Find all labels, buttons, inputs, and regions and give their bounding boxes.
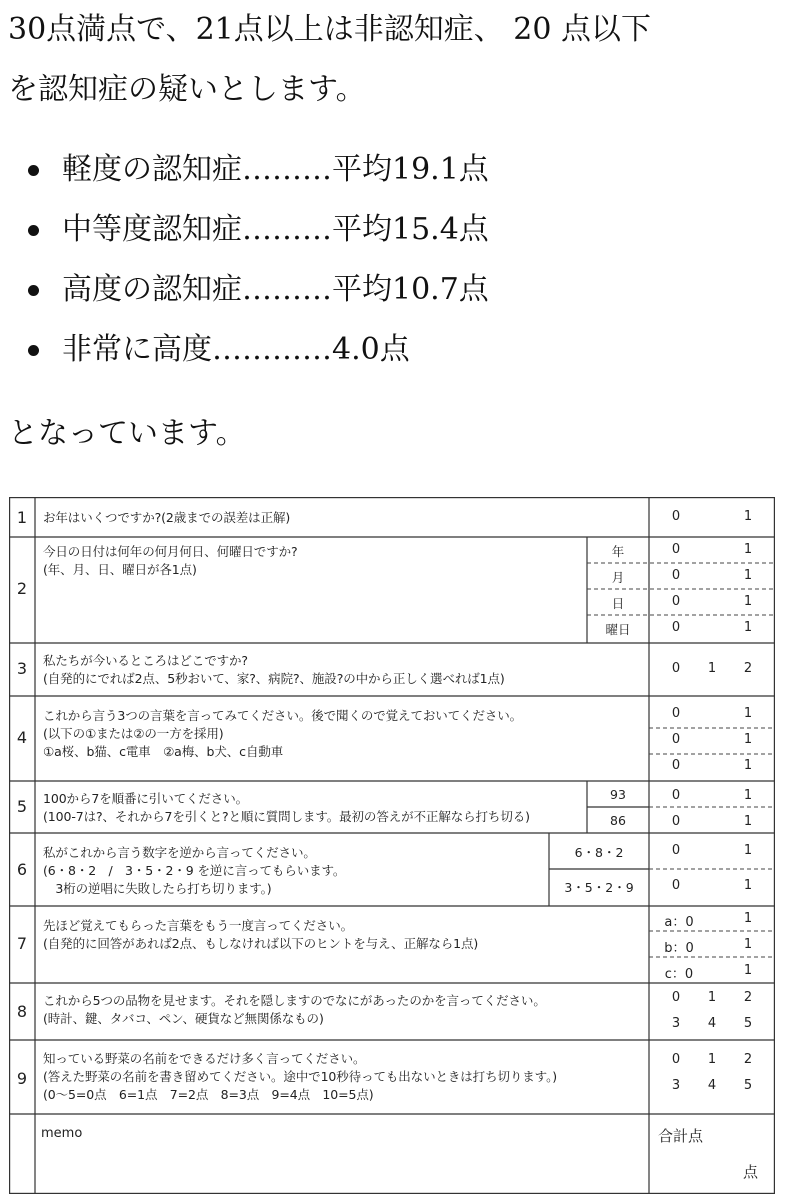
list-item: 中等度認知症………平均15.4点 (26, 200, 489, 260)
question-text: これから言う3つの言葉を言ってみてください。後で聞くので覚えておいてください。 (43, 708, 523, 723)
score-option: 1 (743, 509, 753, 524)
sub-item-label: 3・5・2・9 (564, 880, 634, 895)
assessment-score-sheet (9, 497, 775, 1194)
score-option: 1 (743, 620, 753, 635)
score-option: 1 (743, 937, 753, 952)
question-note: ①a桜、b猫、c電車 ②a梅、b犬、c自動車 (43, 744, 284, 759)
question-text: 知っている野菜の名前をできるだけ多く言ってください。 (43, 1051, 366, 1066)
question-number: 4 (16, 728, 28, 747)
question-note: (以下の①または②の一方を採用) (43, 726, 224, 741)
intro-text (8, 0, 783, 120)
bullet-icon (28, 285, 39, 296)
question-number: 8 (16, 1002, 28, 1021)
question-number: 7 (16, 934, 28, 953)
question-note: (年、月、日、曜日が各1点) (43, 562, 197, 577)
question-note: (答えた野菜の名前を書き留めてください。途中で10秒待っても出ないときは打ち切ります。) (43, 1069, 558, 1084)
list-item: 高度の認知症………平均10.7点 (26, 260, 489, 320)
total-score-unit: 点 (743, 1163, 759, 1181)
sub-item-label: 6・8・2 (574, 845, 624, 860)
score-option: 5 (743, 1078, 753, 1093)
question-number: 1 (16, 508, 28, 527)
score-option: 2 (743, 1052, 753, 1067)
recall-hint-score: b：0 (664, 941, 694, 956)
question-text: お年はいくつですか?(2歳までの誤差は正解) (43, 510, 291, 525)
list-item: 軽度の認知症………平均19.1点 (26, 140, 489, 200)
question-text: 私がこれから言う数字を逆から言ってください。 (43, 845, 316, 860)
sub-item-label: 日 (611, 596, 625, 611)
question-number: 9 (16, 1069, 28, 1088)
memo-label: memo (41, 1126, 83, 1141)
question-text: 先ほど覚えてもらった言葉をもう一度言ってください。 (43, 918, 354, 933)
question-number: 3 (16, 659, 28, 678)
score-option: 1 (743, 732, 753, 747)
question-note: (自発的に回答があれば2点、もしなければ以下のヒントを与え、正解なら1点) (43, 936, 479, 951)
sub-item-label: 93 (610, 787, 626, 802)
score-option: 1 (743, 542, 753, 557)
question-text: 100から7を順番に引いてください。 (43, 791, 249, 806)
recall-hint-score: c：0 (664, 967, 694, 982)
question-number: 6 (16, 860, 28, 879)
intro-line-1: 30点満点で、21点以上は非認知症、 20 点以下 (8, 12, 651, 47)
score-option: 1 (743, 706, 753, 721)
question-note: (0〜5=0点 6=1点 7=2点 8=3点 9=4点 10=5点) (43, 1087, 374, 1102)
bullet-icon (28, 345, 39, 356)
total-score-label: 合計点 (658, 1127, 704, 1145)
score-option: 3 (671, 1016, 681, 1031)
list-item: 非常に高度…………4.0点 (26, 320, 489, 380)
score-option: 4 (707, 1078, 717, 1093)
score-option: 1 (743, 788, 753, 803)
score-option: 1 (743, 758, 753, 773)
question-note: (自発的にでれば2点、5秒おいて、家?、病院?、施設?の中から正しく選べれば1点) (43, 671, 505, 686)
score-option: 1 (707, 990, 717, 1005)
question-text: 今日の日付は何年の何月何日、何曜日ですか? (43, 544, 298, 559)
score-option: 1 (743, 843, 753, 858)
score-option: 2 (743, 990, 753, 1005)
score-option: 0 (671, 594, 681, 609)
score-option: 0 (671, 620, 681, 635)
score-option: 1 (743, 814, 753, 829)
score-option: 5 (743, 1016, 753, 1031)
bullet-icon (28, 165, 39, 176)
score-option: 0 (671, 843, 681, 858)
score-option: 0 (671, 878, 681, 893)
average-score-list (26, 140, 489, 380)
score-option: 0 (671, 568, 681, 583)
score-option: 0 (671, 990, 681, 1005)
sub-item-label: 月 (611, 570, 625, 585)
score-option: 0 (671, 542, 681, 557)
question-number: 2 (16, 579, 28, 598)
score-option: 0 (671, 732, 681, 747)
intro-line-2: を認知症の疑いとします。 (8, 72, 366, 107)
score-option: 0 (671, 758, 681, 773)
recall-hint-score: a：0 (664, 915, 694, 930)
score-option: 1 (743, 594, 753, 609)
question-note: (6・8・2 / 3・5・2・9 を逆に言ってもらいます。 (43, 863, 346, 878)
question-text: 私たちが今いるところはどこですか? (43, 653, 248, 668)
score-option: 2 (743, 661, 753, 676)
score-option: 4 (707, 1016, 717, 1031)
outro-text: となっています。 (8, 416, 246, 451)
score-option: 0 (671, 706, 681, 721)
question-note: (時計、鍵、タバコ、ペン、硬貨など無関係なもの) (43, 1011, 324, 1026)
score-option: 0 (671, 788, 681, 803)
question-text: これから5つの品物を見せます。それを隠しますのでなにがあったのかを言ってください。 (43, 993, 546, 1008)
score-option: 1 (743, 878, 753, 893)
question-note: (100-7は?、それから7を引くと?と順に質問します。最初の答えが不正解なら打ち切る) (43, 809, 530, 824)
question-note: 3桁の逆唱に失敗したら打ち切ります。) (43, 881, 272, 896)
sub-item-label: 86 (610, 813, 626, 828)
score-option: 1 (743, 963, 753, 978)
sub-item-label: 年 (611, 544, 625, 559)
score-option: 0 (671, 661, 681, 676)
score-option: 3 (671, 1078, 681, 1093)
sub-item-label: 曜日 (605, 622, 631, 637)
score-option: 0 (671, 509, 681, 524)
bullet-icon (28, 225, 39, 236)
score-option: 1 (707, 661, 717, 676)
score-option: 0 (671, 1052, 681, 1067)
score-option: 1 (707, 1052, 717, 1067)
score-option: 0 (671, 814, 681, 829)
score-option: 1 (743, 568, 753, 583)
question-number: 5 (16, 797, 28, 816)
score-option: 1 (743, 911, 753, 926)
